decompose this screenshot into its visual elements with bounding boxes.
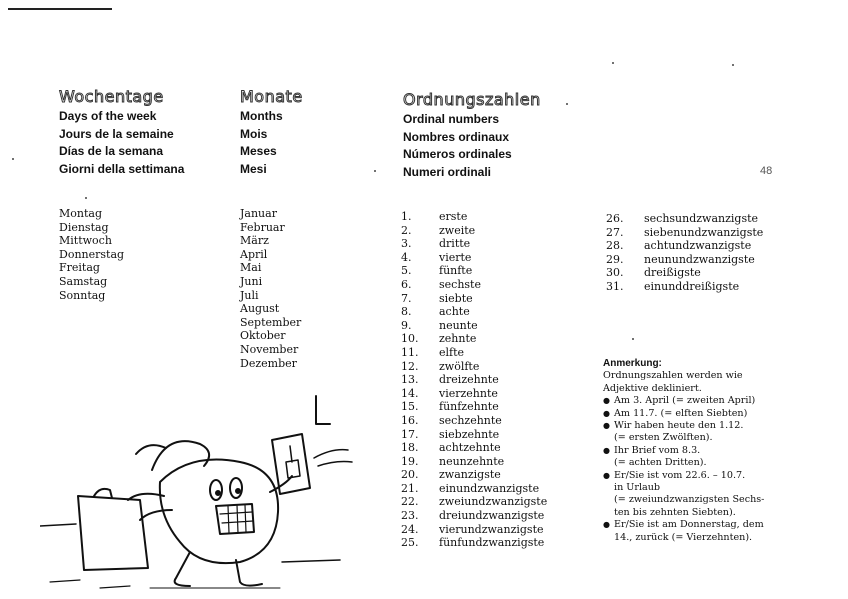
header-line: Meses [240, 144, 277, 158]
ordinal-number: 31. [606, 279, 624, 293]
speck [632, 338, 634, 340]
note-item-continuation: (= achten Dritten). [614, 457, 707, 469]
ordinal-number: 26. [606, 212, 624, 225]
ordinal-word: fünfundzwanzigste [439, 536, 545, 550]
month: Juli [240, 288, 259, 302]
note-title: Anmerkung: [603, 358, 662, 369]
ordinal-number: 28. [606, 239, 624, 253]
header-line: Days of the week [59, 109, 157, 123]
ordinal-number: 19. [401, 454, 419, 468]
month: Februar [240, 220, 285, 234]
ordinal-number: 15. [401, 400, 419, 414]
ordinal-number: 2. [401, 223, 412, 237]
ordinal-word: dreißigste [644, 266, 701, 280]
month: August [240, 302, 280, 316]
month: März [240, 234, 269, 248]
ordinal-word: vierzehnte [439, 386, 498, 400]
ordinals-title: Ordnungszahlen [403, 90, 541, 109]
ordinal-row [401, 292, 547, 306]
month: Mai [240, 261, 262, 275]
ordinal-number: 16. [401, 413, 419, 427]
ordinal-number: 14. [401, 386, 419, 400]
ordinal-row [401, 264, 547, 278]
months-list [240, 207, 301, 370]
ordinal-row [401, 237, 547, 251]
ordinal-row [401, 428, 547, 442]
note-box [603, 358, 778, 544]
ordinals-header [403, 91, 541, 181]
ordinal-row [401, 523, 547, 537]
ordinal-number: 3. [401, 237, 412, 251]
ordinal-row [606, 239, 763, 253]
ordinal-number: 11. [401, 345, 419, 359]
ordinal-row [401, 441, 547, 455]
ordinal-row [401, 332, 547, 346]
ordinal-number: 22. [401, 495, 419, 509]
ordinal-number: 13. [401, 373, 419, 387]
ordinal-row [401, 455, 547, 469]
ordinal-number: 17. [401, 427, 419, 441]
months-header [240, 88, 303, 178]
speck [612, 62, 614, 64]
header-line: Números ordinales [403, 147, 512, 161]
ordinal-row [606, 226, 763, 240]
weekdays-header [59, 88, 184, 178]
speck [374, 170, 376, 172]
l-mark [316, 396, 330, 424]
ordinal-number: 24. [401, 522, 419, 536]
month: Juni [240, 274, 263, 288]
ordinal-word: neunte [439, 318, 478, 332]
ordinal-row [401, 346, 547, 360]
ordinal-row [401, 305, 547, 319]
header-line: Giorni della settimana [59, 161, 185, 176]
weekday: Sonntag [59, 288, 106, 302]
ordinal-word: dreiundzwanzigste [439, 509, 545, 523]
ordinal-number: 8. [401, 305, 412, 319]
note-item-continuation: ten bis zehnten Siebten). [614, 506, 736, 518]
ordinal-word: sechsundzwanzigste [644, 212, 759, 225]
ordinal-row [401, 278, 547, 292]
ordinal-number: 10. [401, 332, 419, 346]
header-line: Mesi [240, 161, 267, 176]
weekdays-list [59, 207, 124, 302]
weekday: Samstag [59, 274, 108, 288]
months-title: Monate [240, 87, 303, 106]
ordinal-word: siebzehnte [439, 427, 500, 441]
ordinal-word: siebenundzwanzigste [644, 225, 764, 239]
ordinal-word: sechste [439, 277, 481, 291]
ordinal-number: 30. [606, 266, 624, 280]
ordinal-word: zehnte [439, 332, 477, 346]
note-intro-line: Adjektive dekliniert. [603, 382, 702, 394]
ordinal-row [401, 210, 547, 224]
ordinal-row [401, 468, 547, 482]
ordinal-number: 12. [401, 359, 419, 373]
ordinal-number: 4. [401, 250, 412, 264]
ordinal-number: 20. [401, 468, 419, 482]
ordinal-row [401, 400, 547, 414]
character-body [160, 460, 278, 564]
ordinal-word: erste [439, 210, 468, 223]
ordinal-word: einunddreißigste [644, 279, 740, 293]
speck [85, 197, 87, 199]
weekday: Mittwoch [59, 234, 112, 248]
header-line: Ordinal numbers [403, 112, 500, 126]
ordinal-number: 9. [401, 318, 412, 332]
month: April [240, 247, 268, 261]
ticket-icon [272, 434, 310, 494]
ordinal-number: 23. [401, 509, 419, 523]
ordinal-word: einundzwanzigste [439, 481, 540, 495]
speck [12, 158, 14, 160]
ordinal-word: vierundzwanzigste [439, 522, 544, 536]
note-intro-line: Ordnungszahlen werden wie [603, 370, 743, 382]
note-item-continuation: 14., zurück (= Vierzehnten). [614, 531, 753, 543]
note-item: ● Er/Sie ist vom 22.6. – 10.7. [603, 470, 778, 482]
ordinal-word: zwölfte [439, 359, 480, 373]
ordinal-row [401, 224, 547, 238]
weekdays-title: Wochentage [59, 87, 164, 106]
ordinal-word: neunzehnte [439, 454, 505, 468]
page-number: 48 [760, 165, 773, 177]
note-item-continuation: (= zweiundzwanzigsten Sechs- [614, 494, 765, 506]
note-item-continuation: (= ersten Zwölften). [614, 432, 713, 444]
month: Dezember [240, 356, 297, 370]
ordinal-word: zweite [439, 223, 476, 237]
ordinal-row [606, 212, 763, 226]
ordinal-number: 7. [401, 291, 412, 305]
cartoon-illustration [40, 392, 360, 592]
ordinal-row [401, 251, 547, 265]
ordinal-number: 21. [401, 481, 419, 495]
ordinal-row [401, 319, 547, 333]
month: Oktober [240, 329, 286, 343]
note-item: ● Wir haben heute den 1.12. [603, 420, 778, 432]
ordinal-number: 6. [401, 277, 412, 291]
header-line: Días de la semana [59, 144, 164, 158]
ordinal-word: zweiundzwanzigste [439, 495, 548, 509]
ordinal-row [606, 266, 763, 280]
weekday: Donnerstag [59, 247, 125, 261]
ordinal-row [401, 360, 547, 374]
ordinal-word: achtundzwanzigste [644, 239, 752, 253]
note-item-continuation: in Urlaub [614, 482, 661, 494]
weekday: Freitag [59, 261, 100, 275]
note-item: ● Am 11.7. (= elften Siebten) [603, 408, 778, 420]
ordinal-row [401, 495, 547, 509]
header-line: Jours de la semaine [59, 126, 174, 141]
ordinal-number: 5. [401, 264, 412, 278]
ordinal-number: 1. [401, 210, 412, 223]
ordinal-word: fünfzehnte [439, 400, 499, 414]
header-line: Numeri ordinali [403, 164, 492, 179]
ordinal-row [606, 253, 763, 267]
header-line: Mois [240, 126, 268, 141]
speck [732, 64, 734, 66]
ordinal-word: sechzehnte [439, 413, 502, 427]
ordinal-row [401, 387, 547, 401]
weekday: Dienstag [59, 220, 109, 234]
ordinal-row [606, 280, 763, 294]
ordinal-row [401, 482, 547, 496]
ordinal-word: achte [439, 305, 470, 319]
ordinal-word: neunundzwanzigste [644, 252, 755, 266]
ordinal-word: fünfte [439, 264, 473, 278]
ordinal-word: elfte [439, 345, 465, 359]
ordinal-word: zwanzigste [439, 468, 501, 482]
header-line: Nombres ordinaux [403, 129, 510, 144]
ordinal-row [401, 536, 547, 550]
ordinal-number: 18. [401, 441, 419, 455]
speck [566, 103, 568, 105]
ordinal-word: dritte [439, 237, 471, 251]
ordinals-list-left [401, 210, 547, 550]
ordinal-number: 25. [401, 536, 419, 550]
month: November [240, 342, 299, 356]
ordinal-row [401, 509, 547, 523]
ordinal-row [401, 414, 547, 428]
header-line: Months [240, 109, 283, 123]
ordinal-number: 29. [606, 252, 624, 266]
note-item: ● Am 3. April (= zweiten April) [603, 395, 778, 407]
top-rule [8, 8, 112, 10]
ordinal-number: 27. [606, 225, 624, 239]
note-item: ● Er/Sie ist am Donnerstag, dem [603, 519, 778, 531]
ordinal-word: vierte [439, 250, 472, 264]
month: Januar [240, 207, 277, 220]
weekday: Montag [59, 207, 102, 220]
ordinal-word: achtzehnte [439, 441, 501, 455]
suitcase-icon [78, 496, 148, 570]
ordinal-row [401, 373, 547, 387]
ordinal-word: dreizehnte [439, 373, 499, 387]
ordinal-word: siebte [439, 291, 473, 305]
note-item: ● Ihr Brief vom 8.3. [603, 445, 778, 457]
month: September [240, 315, 302, 329]
ordinals-list-right [606, 212, 763, 294]
